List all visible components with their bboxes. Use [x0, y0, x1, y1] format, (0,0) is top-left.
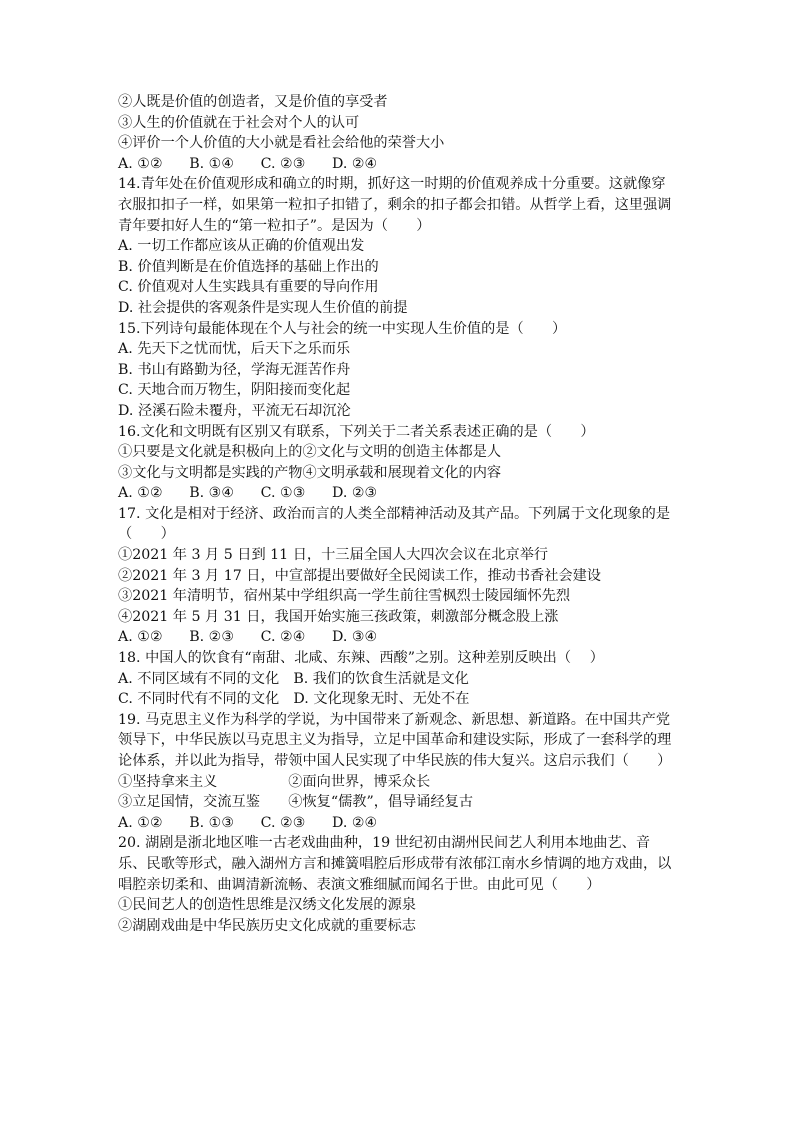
q16-option-c[interactable]: C. ①③ — [260, 485, 306, 502]
q20-stem: 20. 湖剧是浙北地区唯一古老戏曲曲种，19 世纪初由湖州民间艺人利用本地曲艺、音乐、民歌等形式，融入湖州方言和摊簧唱腔后形成带有浓郁江南水乡情调的地方戏曲，以唱腔亲切柔和、曲调清新流畅、表演文雅细腻而闻名于世。由此可见（ ） — [118, 835, 672, 893]
q15-option-d[interactable]: D. 泾溪石险未覆舟，平流无石却沉沦 — [118, 402, 351, 419]
q15-option-b[interactable]: B. 书山有路勤为径，学海无涯苦作舟 — [118, 361, 351, 378]
q17-options — [118, 627, 678, 648]
q15-option-a[interactable]: A. 先天下之忧而忧，后天下之乐而乐 — [118, 341, 351, 358]
q18-options-row-1[interactable]: A. 不同区域有不同的文化 B. 我们的饮食生活就是文化 — [118, 670, 469, 687]
q13-option-a[interactable]: A. ①② — [118, 155, 163, 172]
q17-item-2: ②2021 年 3 月 17 日，中宣部提出要做好全民阅读工作，推动书香社会建设 — [118, 567, 601, 584]
q19-stem: 19. 马克思主义作为科学的学说，为中国带来了新观念、新思想、新道路。在中国共产党领导下，中华民族以马克思主义为指导，立足中国革命和建设实际，形成了一套科学的理论体系，并以此为指导，带领中国人民实现了中华民族的伟大复兴。这启示我们（ ） — [118, 711, 672, 769]
q19-option-c[interactable]: C. ②③ — [260, 814, 306, 831]
q18-options-row-2[interactable]: C. 不同时代有不同的文化 D. 文化现象无时、无处不在 — [118, 691, 470, 708]
q19-option-b[interactable]: B. ①③ — [189, 814, 235, 831]
q14-option-a[interactable]: A. 一切工作都应该从正确的价值观出发 — [118, 238, 365, 255]
q16-option-b[interactable]: B. ③④ — [189, 485, 235, 502]
q18-stem: 18. 中国人的饮食有“南甜、北咸、东辣、西酸”之别。这种差别反映出（ ） — [118, 650, 604, 667]
q14-option-d[interactable]: D. 社会提供的客观条件是实现人生价值的前提 — [118, 299, 408, 316]
q15-stem: 15.下列诗句最能体现在个人与社会的统一中实现人生价值的是（ ） — [118, 320, 567, 337]
q14-option-c[interactable]: C. 价值观对人生实践具有重要的导向作用 — [118, 279, 379, 296]
q13-option-b[interactable]: B. ①④ — [189, 155, 235, 172]
q13-item-2: ②人既是价值的创造者，又是价值的享受者 — [118, 94, 388, 110]
q16-options — [118, 483, 678, 504]
q13-option-c[interactable]: C. ②③ — [260, 155, 306, 172]
q14-option-b[interactable]: B. 价值判断是在价值选择的基础上作出的 — [118, 258, 379, 275]
q16-items-row-2: ③文化与文明都是实践的产物④文明承载和展现着文化的内容 — [118, 464, 502, 481]
q20-item-1: ①民间艺人的创造性思维是汉绣文化发展的源泉 — [118, 897, 416, 914]
q16-option-a[interactable]: A. ①② — [118, 485, 163, 502]
q16-option-d[interactable]: D. ②③ — [331, 485, 378, 502]
q17-option-b[interactable]: B. ②③ — [189, 629, 235, 646]
q19-option-d[interactable]: D. ②④ — [331, 814, 378, 831]
q13-item-4: ④评价一个人价值的大小就是看社会给他的荣誉大小 — [118, 135, 445, 152]
q13-option-d[interactable]: D. ②④ — [331, 155, 378, 172]
q17-item-1: ①2021 年 3 月 5 日到 11 日，十三届全国人大四次会议在北京举行 — [118, 547, 549, 564]
q19-option-a[interactable]: A. ①② — [118, 814, 163, 831]
q13-options — [118, 154, 678, 175]
q17-stem: 17. 文化是相对于经济、政治而言的人类全部精神活动及其产品。下列属于文化现象的是（ ） — [118, 505, 671, 543]
q16-items-row-1: ①只要是文化就是积极向上的②文化与文明的创造主体都是人 — [118, 444, 502, 461]
q17-option-d[interactable]: D. ③④ — [331, 629, 378, 646]
q14-stem: 14.青年处在价值观形成和确立的时期，抓好这一时期的价值观养成十分重要。这就像穿衣服扣扣子一样，如果第一粒扣子扣错了，剩余的扣子都会扣错。从哲学上看，这里强调青年要扣好人生的“第一粒扣子”。是因为（ ） — [118, 176, 672, 234]
q17-option-a[interactable]: A. ①② — [118, 629, 163, 646]
q17-option-c[interactable]: C. ②④ — [260, 629, 306, 646]
q15-option-c[interactable]: C. 天地合而万物生，阴阳接而变化起 — [118, 382, 351, 399]
exam-page — [118, 92, 678, 936]
q19-items-row-2: ③立足国情，交流互鉴 ④恢复“儒教”，倡导诵经复古 — [118, 794, 474, 811]
q16-stem: 16.文化和文明既有区别又有联系，下列关于二者关系表述正确的是（ ） — [118, 423, 595, 440]
q13-item-3: ③人生的价值就在于社会对个人的认可 — [118, 114, 360, 131]
q17-item-4: ④2021 年 5 月 31 日，我国开始实施三孩政策，刺激部分概念股上涨 — [118, 608, 559, 625]
q19-items-row-1: ①坚持拿来主义 ②面向世界，博采众长 — [118, 773, 431, 790]
q19-options — [118, 813, 678, 834]
q20-item-2: ②湖剧戏曲是中华民族历史文化成就的重要标志 — [118, 917, 416, 934]
q17-item-3: ③2021 年清明节，宿州某中学组织高一学生前往雪枫烈士陵园缅怀先烈 — [118, 588, 571, 605]
